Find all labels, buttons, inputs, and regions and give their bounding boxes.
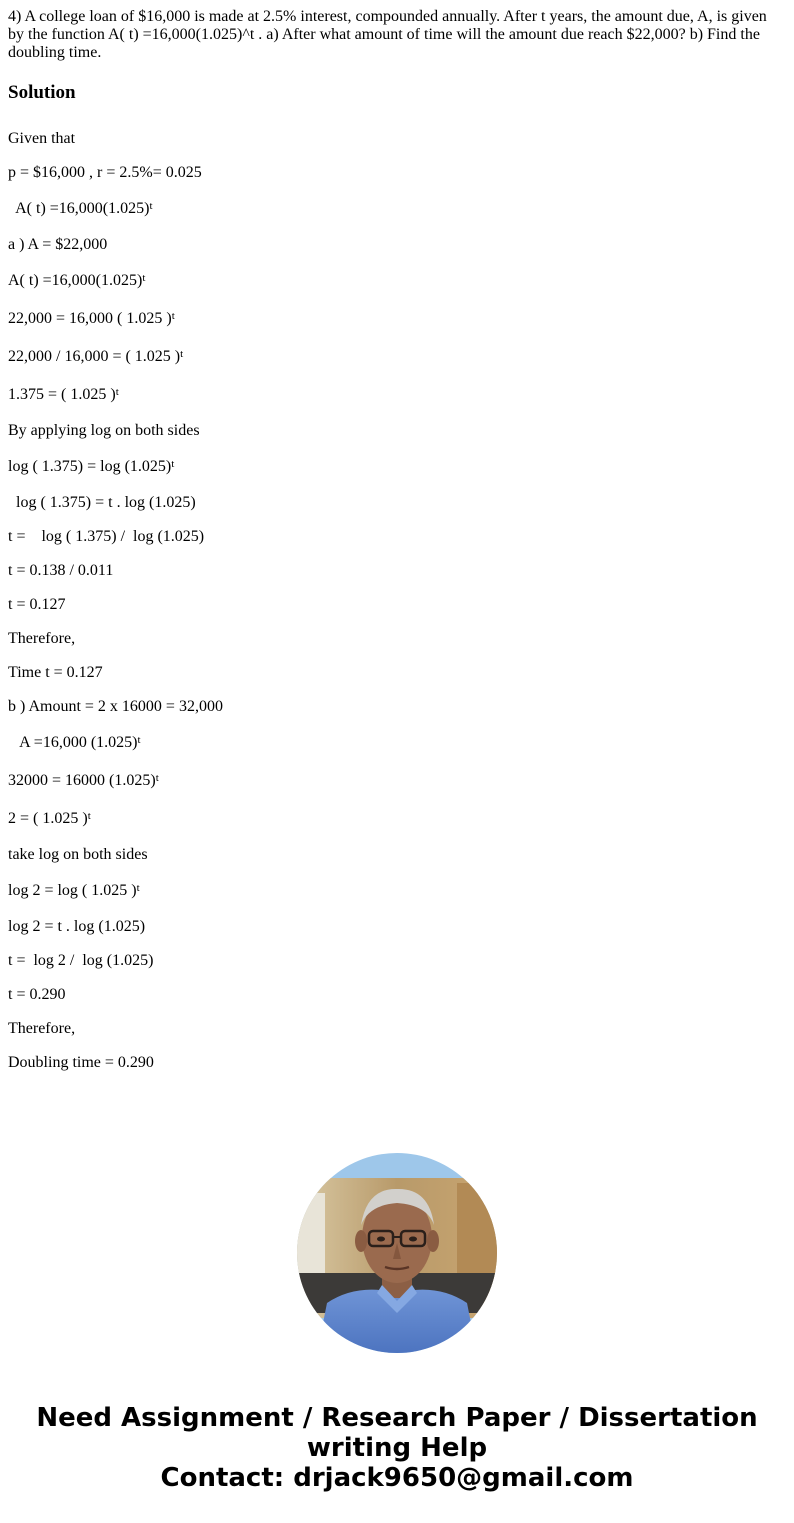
solution-step: A( t) =16,000(1.025) $^t$ — [8, 200, 153, 217]
footer-contact: Contact: drjack9650@gmail.com — [160, 1463, 634, 1493]
solution-step: 2 = ( 1.025 ) $^t$ — [8, 810, 91, 827]
step-text: Doubling time = 0.290 — [8, 1054, 154, 1071]
solution-step — [8, 554, 786, 588]
step-text: 1.375 = ( 1.025 ) — [8, 386, 116, 403]
step-text: A( t) =16,000(1.025) — [8, 200, 150, 217]
footer-line-1: Need Assignment / Research Paper / Dissertation — [36, 1403, 758, 1433]
solution-step — [8, 838, 786, 872]
question-text: 4) A college loan of $16,000 is made at 2.5% interest, compounded annually. After t years, the amount due, A, is given by the function A( t) =16,000(1.025)^t . a) After what amount of time will the amount due reach $22,000? b) Find the doubling time. — [8, 8, 767, 61]
solution-step: 32000 = 16000 (1.025) $^t$ — [8, 772, 159, 789]
solution-step — [8, 156, 786, 190]
step-text: 2 = ( 1.025 ) — [8, 810, 88, 827]
step-text: log 2 = t . log (1.025) — [8, 918, 146, 935]
step-text: b ) Amount = 2 x 16000 = 32,000 — [8, 698, 223, 715]
step-text: Time t = 0.127 — [8, 664, 103, 681]
author-photo — [297, 1153, 497, 1353]
solution-step — [8, 690, 786, 724]
solution-step — [8, 622, 786, 656]
solution-step — [8, 414, 786, 448]
solution-step: 22,000 / 16,000 = ( 1.025 ) $^t$ — [8, 348, 184, 365]
step-text: p = $16,000 , r = 2.5%= 0.025 — [8, 164, 202, 181]
solution-heading: Solution — [8, 82, 76, 103]
footer-banner — [0, 1403, 794, 1493]
step-text: t = 0.127 — [8, 596, 66, 613]
solution-step: A =16,000 (1.025) $^t$ — [8, 734, 141, 751]
step-text: t = log ( 1.375) / log (1.025) — [8, 528, 205, 545]
step-text: log ( 1.375) = t . log (1.025) — [8, 494, 196, 511]
solution-steps — [8, 122, 786, 1080]
step-text: Therefore, — [8, 630, 76, 647]
step-text: Therefore, — [8, 1020, 76, 1037]
solution-step: log ( 1.375) = log (1.025) $^t$ — [8, 458, 175, 475]
solution-step — [8, 486, 786, 520]
step-text: t = 0.138 / 0.011 — [8, 562, 114, 579]
step-text: A =16,000 (1.025) — [8, 734, 138, 751]
step-text: t = log 2 / log (1.025) — [8, 952, 154, 969]
solution-step: 22,000 = 16,000 ( 1.025 ) $^t$ — [8, 310, 175, 327]
solution-step: A( t) =16,000(1.025) $^t$ — [8, 272, 146, 289]
step-text: By applying log on both sides — [8, 422, 200, 439]
step-text: log 2 = log ( 1.025 ) — [8, 882, 137, 899]
step-text: take log on both sides — [8, 846, 148, 863]
solution-step — [8, 978, 786, 1012]
solution-step — [8, 228, 786, 262]
step-text: log ( 1.375) = log (1.025) — [8, 458, 172, 475]
solution-step — [8, 520, 786, 554]
solution-step — [8, 944, 786, 978]
solution-step: 1.375 = ( 1.025 ) $^t$ — [8, 386, 119, 403]
step-text: a ) A = $22,000 — [8, 236, 108, 253]
step-text: 22,000 = 16,000 ( 1.025 ) — [8, 310, 172, 327]
solution-step: log 2 = log ( 1.025 ) $^t$ — [8, 882, 140, 899]
step-text: 32000 = 16000 (1.025) — [8, 772, 156, 789]
solution-step — [8, 1012, 786, 1046]
solution-step — [8, 122, 786, 156]
step-text: t = 0.290 — [8, 986, 66, 1003]
step-text: 22,000 / 16,000 = ( 1.025 ) — [8, 348, 181, 365]
step-text: A( t) =16,000(1.025) — [8, 272, 143, 289]
solution-step — [8, 910, 786, 944]
solution-step — [8, 588, 786, 622]
step-text: Given that — [8, 130, 76, 147]
solution-step — [8, 656, 786, 690]
footer-line-2: writing Help — [306, 1433, 488, 1463]
solution-step — [8, 1046, 786, 1080]
